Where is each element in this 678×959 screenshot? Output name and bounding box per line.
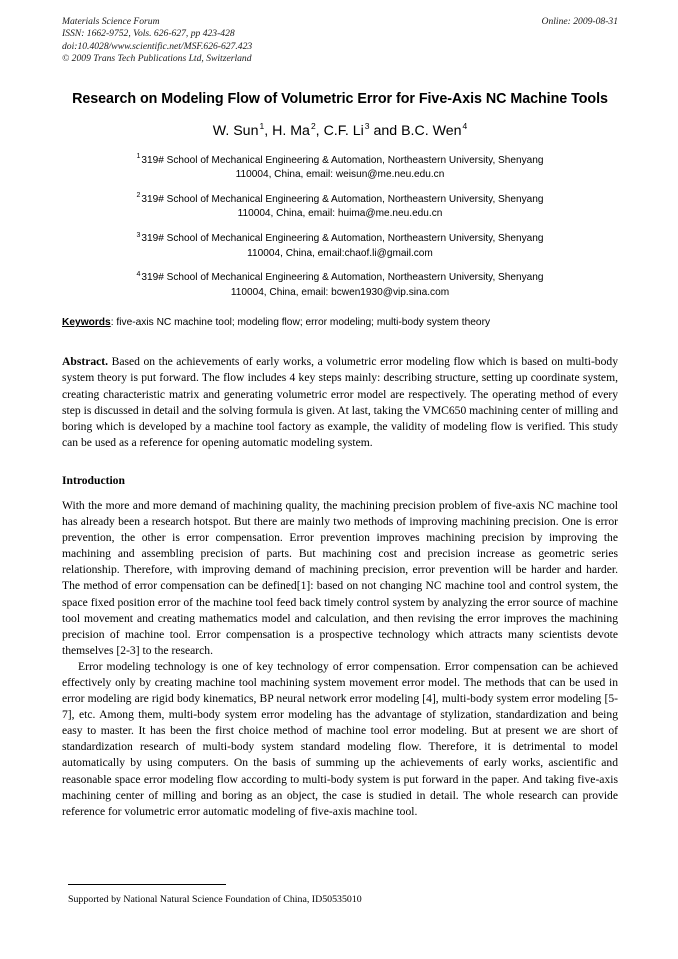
affiliation-item [62,232,618,261]
journal-name: Materials Science Forum [62,16,160,27]
journal-masthead [62,16,618,66]
section-heading: Introduction [62,473,125,487]
section-paragraph: With the more and more demand of machining quality, the machining precision problem of five-axis NC machine tool has already been a research hotspot. But there are mainly two methods of improving machining precision. One is error prevention, the other is error compensation. Error prevention improves machining precision by improving the machining and assembling precision of parts. But machining cost and precision increase as geometric series relationship. Therefore, with improving demand of machining precision, error prevention will be harder and harder. The method of error compensation can be defined[1]: based on not changing NC machine tool and control system, the space fixed position error of the machine tool feed back timely control system by analyzing the error source of machine tool movement and creating mathematics model and calculation, and then revising the error improves the machining precision of machine tool. Error compensation is a prospective technology which attracts many scientists devote themselves [2-3] to the research. [62,498,618,657]
author-separator: , [264,122,273,139]
page-content [62,16,618,820]
keywords-values: five-axis NC machine tool; modeling flow; error modeling; multi-body system theory [113,317,491,329]
online-publication-date: Online: 2009-08-31 [541,16,618,27]
footnote-text: Supported by National Natural Science Foundation of China, ID50535010 [68,894,362,905]
keywords-label: Keywords [62,317,111,329]
footnote-rule [68,884,226,885]
author-affiliation-marker: 1 [259,120,265,131]
affiliation-line-1: 319# School of Mechanical Engineering & Automation, Northeastern University, Shenyang [141,233,544,244]
affiliation-marker: 1 [136,153,141,161]
abstract-label: Abstract. [62,355,109,369]
issn-volume-pages: ISSN: 1662-9752, Vols. 626-627, pp 423-428 [62,28,235,40]
page-title: Research on Modeling Flow of Volumetric Error for Five-Axis NC Machine Tools [72,90,608,107]
abstract-text: Based on the achievements of early works, a volumetric error modeling flow which is based on multi-body system theory is put forward. The flow includes 4 key steps mainly: describing structure, setting up coordinate system, creating characteristic matrix and generating volumetric error model are respectively. The operating method of every step is discussed in detail and the solving formula is given. At last, taking the VMC650 machining center of milling and boring which is developed by a machine tool factory as example, the validity of modeling flow is verified. This study can be used as a reference for opening automatic modeling system. [62,355,618,449]
affiliation-item [62,193,618,222]
author-separator: and [369,122,402,139]
author-affiliation-marker: 3 [364,120,370,131]
footnote-area [68,884,588,906]
keywords-separator: : [110,317,114,329]
affiliation-line-2: 110004, China, email:chaof.li@gmail.com [247,247,433,259]
affiliation-marker: 2 [136,192,141,200]
doi-line: doi:10.4028/www.scientific.net/MSF.626-627.423 [62,40,253,52]
section-paragraph: Error modeling technology is one of key technology of error compensation. Error compensation can be achieved effectively only by creating machine tool machining system movement error model. The methods that can be used in error modeling are rigid body kinematics, BP neural network error modeling [4], multi-body system error modeling [5-7], etc. Among them, multi-body system error modeling has the advantage of stylization, standardization and being easy to master. It has been the first choice method of machine tool error modeling. But at present we are short of standardization research of multi-body system standard modeling flow. Therefore, it is detrimental to model automatically by using computers. On the basis of summing up the achievements of early works, ascientific and reasonable space error modeling flow according to multi-body system is put forward in the paper. And taking five-axis machining center of milling and boring as an object, the case is studied in detail. The whole research can provide reference for volumetric error automatic modeling of five-axis machine tool. [62,659,618,818]
author-affiliation-marker: 4 [462,120,468,131]
affiliation-line-1: 319# School of Mechanical Engineering & Automation, Northeastern University, Shenyang [141,272,544,284]
author-separator: , [315,122,324,139]
affiliation-list [62,154,618,301]
affiliation-item [62,154,618,183]
author-affiliation-marker: 2 [310,120,316,131]
abstract-block [62,354,618,451]
affiliation-marker: 3 [136,231,141,239]
affiliation-marker: 4 [136,270,141,278]
section-list [62,473,618,820]
author-name: H. Ma [272,122,310,139]
keywords-line [62,316,618,330]
author-list [62,122,618,140]
affiliation-line-2: 110004, China, email: huima@me.neu.edu.cn [237,208,443,220]
author-name: W. Sun [212,122,259,139]
affiliation-item [62,271,618,300]
affiliation-line-2: 110004, China, email: weisun@me.neu.edu.cn [235,169,445,181]
affiliation-line-1: 319# School of Mechanical Engineering & Automation, Northeastern University, Shenyang [141,154,544,166]
copyright-line: © 2009 Trans Tech Publications Ltd, Switzerland [62,53,252,65]
author-name: B.C. Wen [401,122,462,139]
affiliation-line-2: 110004, China, email: bcwen1930@vip.sina.com [230,286,450,298]
author-name: C.F. Li [323,122,364,139]
affiliation-line-1: 319# School of Mechanical Engineering & Automation, Northeastern University, Shenyang [141,193,544,205]
